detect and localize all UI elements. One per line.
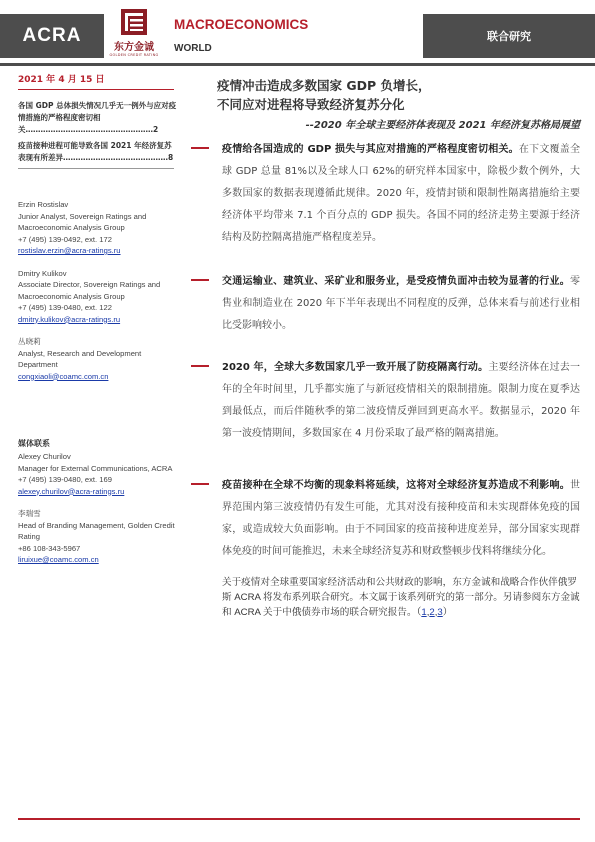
author-title: Junior Analyst, Sovereign Ratings and Macroeconomic Analysis Group [18,211,147,232]
contact-email-link[interactable]: alexey.churilov@acra-ratings.ru [18,486,125,496]
series-note-end: ） [442,607,453,618]
media-contact-card [18,508,178,566]
report-header [0,0,595,70]
series-note-text: 关于疫情对全球重要国家经济活动和公共财政的影响，东方金诚和战略合作伙伴俄罗斯 ACRA 将发布系列联合研究。本文属于该系列研究的第一部分。另请参阅东方金诚和 ACRA 关于中俄债券市场的联合研究报告。（ [222,577,580,618]
reference-link[interactable]: 2 [429,607,435,618]
key-point [200,475,580,563]
section-marker [191,365,209,367]
key-point-lead: 2020 年，全球大多数国家几乎一致开展了防疫隔离行动。 [222,362,489,373]
section-marker [191,279,209,281]
author-title: Analyst, Research and Development Department [18,348,142,369]
report-title-line: 疫情冲击造成多数国家 GDP 负增长， [217,78,431,93]
report-title-line: 不同应对进程将导致经济复苏分化 [217,97,405,112]
author-card [18,199,178,257]
header-title: MACROECONOMICS [174,17,309,32]
toc-item-page: 8 [168,153,174,162]
author-phone: +7 (495) 139-0492, ext. 172 [18,234,112,244]
author-card [18,268,178,326]
report-title [217,76,580,114]
key-point [200,139,580,249]
toc-item[interactable] [18,140,178,164]
author-email-link[interactable]: rostislav.erzin@acra-ratings.ru [18,246,121,255]
key-point-body: 在下文覆盖全球 GDP 总量 81%以及全球人口 62%的研究样本国家中，除极少数个例外，大多数国家的数据表现遵循此规律。2020 年，疫情封锁和限制性隔离措施给主要经济体平均带来 7.1 个百分点的 GDP 损失。各国不同的经济走势主要源于经济结构及防控隔离措施严格程度差异。 [222,144,580,243]
key-point [200,271,580,337]
author-name: 丛晓莉 [18,337,41,346]
toc-leader: …………………………………… [63,153,168,162]
key-point-text [222,271,580,337]
section-marker [191,483,209,485]
main-content [200,76,580,620]
media-contact-card [18,451,178,497]
golden-credit-name: 东方金诚 [114,42,154,53]
golden-credit-mark-icon [120,8,148,36]
header-right-label: 联合研究 [423,14,595,58]
key-point-body: 零售业和制造业在 2020 年下半年表现出不同程度的反弹，总体来看与前述行业相比受影响较小。 [222,276,580,331]
acra-logo: ACRA [0,14,104,58]
toc-item-text: 疫苗接种进程可能导致各国 2021 年经济复苏表现有所差异 [18,141,172,162]
toc-item[interactable] [18,100,178,136]
section-marker [191,147,209,149]
header-subtitle: WORLD [174,43,212,54]
key-point-lead: 疫苗接种在全球不均衡的现象料将延续，这将对全球经济复苏造成不利影响。 [222,480,570,491]
contact-name: Alexey Churilov [18,452,71,461]
author-title: Associate Director, Sovereign Ratings and Macroeconomic Analysis Group [18,280,161,301]
reference-link[interactable]: 1 [421,607,427,618]
golden-credit-subname: GOLDEN CREDIT RATING [109,53,159,57]
report-date: 2021 年 4 月 15 日 [18,75,105,85]
sidebar [18,72,178,577]
author-email-link[interactable]: congxiaoli@coamc.com.cn [18,371,109,381]
key-point-text [222,475,580,563]
media-contacts-heading: 媒体联系 [18,439,50,448]
reference-link[interactable]: 3 [437,607,443,618]
toc-leader: …………………………………………… [25,125,153,134]
key-point-lead: 疫情给各国造成的 GDP 损失与其应对措施的严格程度密切相关。 [222,144,519,155]
author-email-link[interactable]: dmitry.kulikov@acra-ratings.ru [18,314,121,324]
footer-divider [18,818,580,820]
author-name: Erzin Rostislav [18,200,69,209]
key-point-body: 世界范围内第三波疫情仍有发生可能，尤其对没有接种疫苗和未实现群体免疫的国家，或造成较大负面影响。由于不同国家的疫苗接种进度差异，部分国家实现群体免疫的时间可能推迟，未来全球经济复苏和财政整顿步伐料将继续分化。 [222,480,580,557]
contact-title: Head of Branding Management, Golden Credit Rating [18,520,175,541]
contact-title: Manager for External Communications, ACRA [18,463,173,473]
key-point [200,357,580,445]
toc-item-text: 各国 GDP 总体损失情况几乎无一例外与应对疫情措施的严格程度密切相关 [18,101,177,134]
author-name: Dmitry Kulikov [18,268,67,278]
golden-credit-logo [106,8,162,66]
key-point-text [222,357,580,445]
contact-phone: +7 (495) 139-0480, ext. 169 [18,475,112,484]
toc-divider [18,168,174,169]
author-card [18,336,178,382]
toc-item-page: 2 [153,125,159,134]
author-phone: +7 (495) 139-0480, ext. 122 [18,303,112,312]
key-point-text [222,139,580,249]
report-subtitle: --2020 年全球主要经济体表现及 2021 年经济复苏格局展望 [305,120,580,131]
key-point-body: 主要经济体在过去一年的全年时间里，几乎都实施了与新冠疫情相关的限制措施。限制力度在夏季达到最低点，而后伴随秋季的第二波疫情反弹回到更高水平。数据显示，2020 年第一波疫情期间，多数国家在 4 月份采取了最严格的隔离措施。 [222,362,580,439]
series-note: 关于疫情对全球重要国家经济活动和公共财政的影响，东方金诚和战略合作伙伴俄罗斯 ACRA 将发布系列联合研究。本文属于该系列研究的第一部分。另请参阅东方金诚和 ACRA 关于中俄债券市场的联合研究报告。（1,2,3） [222,577,580,618]
contact-name: 李瑞雪 [18,509,41,518]
contact-email-link[interactable]: liruixue@coamc.com.cn [18,555,99,564]
date-divider [18,89,174,90]
contact-phone: +86 108-343-5967 [18,543,81,553]
key-point-lead: 交通运输业、建筑业、采矿业和服务业，是受疫情负面冲击较为显著的行业。 [222,276,570,287]
header-divider [0,63,595,66]
